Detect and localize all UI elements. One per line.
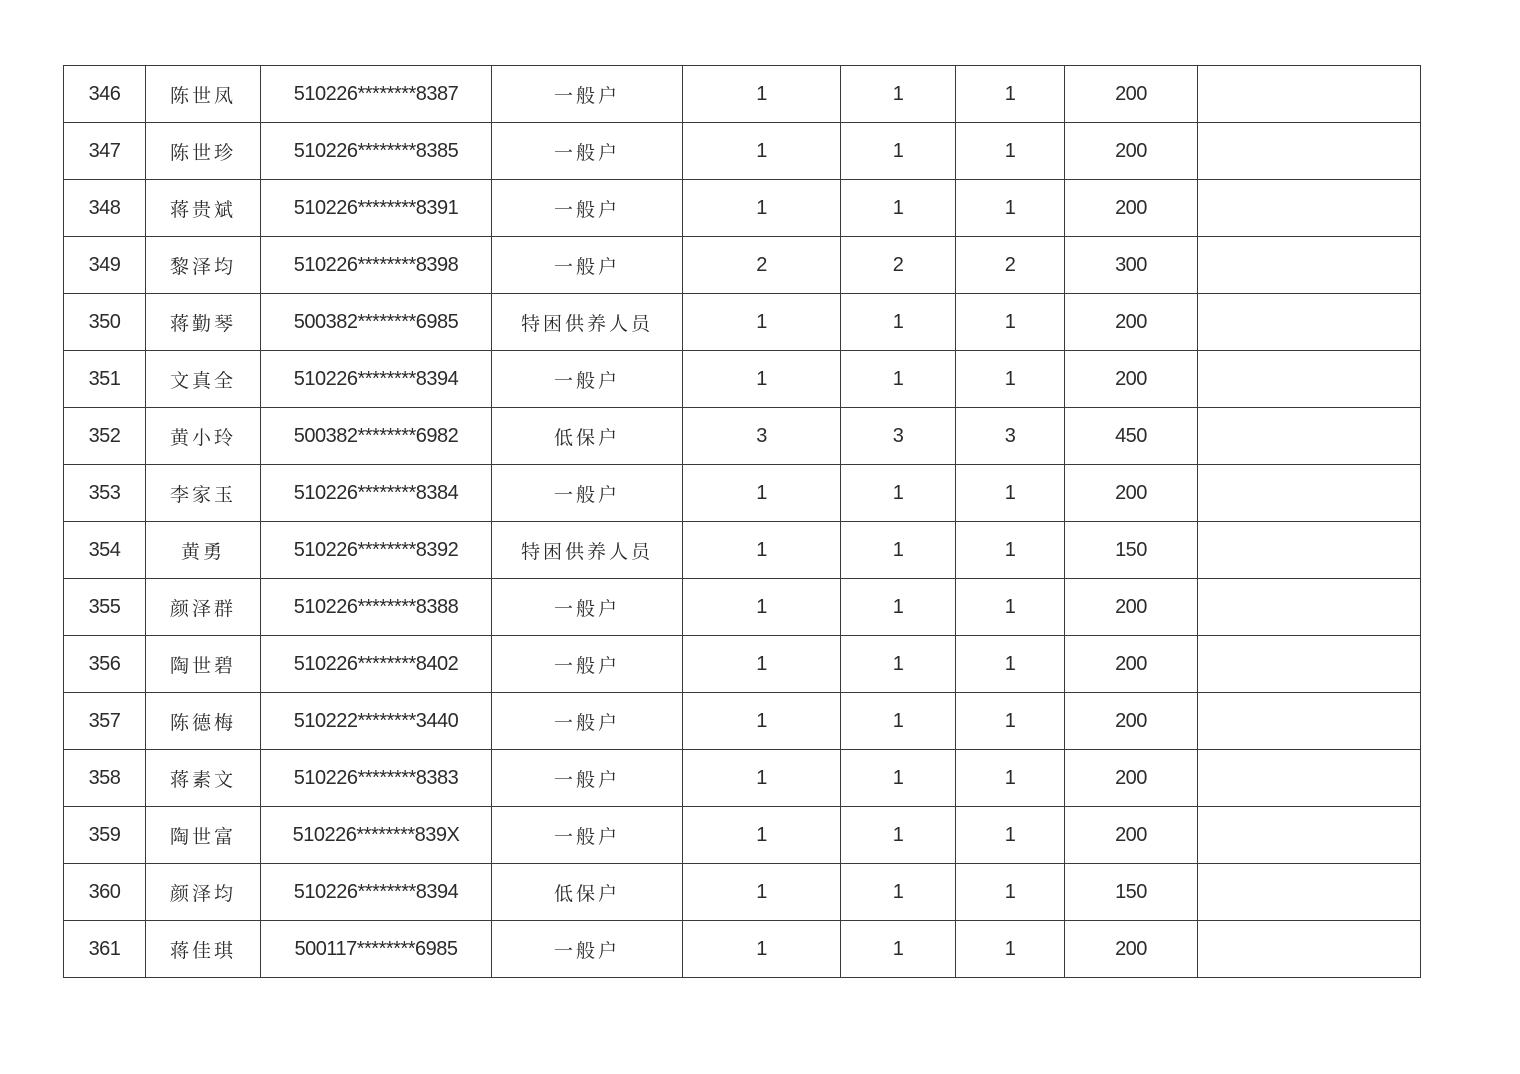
cell-id-number: 510222********3440 (261, 693, 492, 750)
beneficiary-table (63, 65, 1421, 978)
cell-id-number: 500382********6982 (261, 408, 492, 465)
cell-count-3: 1 (956, 123, 1065, 180)
cell-count-2: 1 (841, 750, 956, 807)
cell-name: 蒋勤琴 (146, 294, 261, 351)
cell-amount: 200 (1065, 807, 1198, 864)
cell-name: 蒋素文 (146, 750, 261, 807)
cell-household-category: 特困供养人员 (492, 522, 683, 579)
cell-name: 文真全 (146, 351, 261, 408)
cell-serial-number: 349 (64, 237, 146, 294)
cell-note (1198, 522, 1421, 579)
cell-note (1198, 408, 1421, 465)
cell-note (1198, 123, 1421, 180)
table-row (64, 750, 1421, 807)
cell-serial-number: 361 (64, 921, 146, 978)
cell-count-1: 1 (683, 750, 841, 807)
cell-name: 黄勇 (146, 522, 261, 579)
cell-count-1: 1 (683, 465, 841, 522)
cell-household-category: 一般户 (492, 180, 683, 237)
cell-count-1: 3 (683, 408, 841, 465)
cell-count-2: 1 (841, 807, 956, 864)
cell-amount: 200 (1065, 921, 1198, 978)
cell-count-3: 1 (956, 750, 1065, 807)
cell-count-3: 1 (956, 579, 1065, 636)
cell-amount: 200 (1065, 693, 1198, 750)
cell-count-2: 1 (841, 522, 956, 579)
cell-id-number: 510226********8383 (261, 750, 492, 807)
cell-household-category: 一般户 (492, 123, 683, 180)
cell-id-number: 510226********8394 (261, 864, 492, 921)
cell-count-3: 1 (956, 522, 1065, 579)
cell-amount: 200 (1065, 123, 1198, 180)
cell-serial-number: 351 (64, 351, 146, 408)
cell-household-category: 一般户 (492, 66, 683, 123)
cell-serial-number: 352 (64, 408, 146, 465)
cell-count-2: 2 (841, 237, 956, 294)
cell-note (1198, 750, 1421, 807)
cell-count-1: 1 (683, 123, 841, 180)
cell-count-1: 1 (683, 864, 841, 921)
cell-count-3: 1 (956, 807, 1065, 864)
cell-name: 陶世富 (146, 807, 261, 864)
cell-count-2: 1 (841, 294, 956, 351)
cell-count-2: 1 (841, 864, 956, 921)
cell-serial-number: 353 (64, 465, 146, 522)
cell-amount: 200 (1065, 294, 1198, 351)
cell-count-3: 1 (956, 180, 1065, 237)
table-row (64, 522, 1421, 579)
table-row (64, 237, 1421, 294)
cell-name: 陈德梅 (146, 693, 261, 750)
table-body (64, 66, 1421, 978)
cell-count-3: 1 (956, 693, 1065, 750)
cell-note (1198, 465, 1421, 522)
cell-serial-number: 359 (64, 807, 146, 864)
table-row (64, 921, 1421, 978)
cell-amount: 200 (1065, 636, 1198, 693)
cell-id-number: 510226********8392 (261, 522, 492, 579)
cell-serial-number: 346 (64, 66, 146, 123)
table-row (64, 66, 1421, 123)
table-row (64, 465, 1421, 522)
cell-count-3: 3 (956, 408, 1065, 465)
cell-name: 黎泽均 (146, 237, 261, 294)
cell-note (1198, 351, 1421, 408)
table-row (64, 579, 1421, 636)
cell-name: 蒋佳琪 (146, 921, 261, 978)
cell-count-3: 1 (956, 864, 1065, 921)
cell-note (1198, 636, 1421, 693)
cell-count-2: 1 (841, 636, 956, 693)
cell-count-1: 1 (683, 636, 841, 693)
cell-note (1198, 180, 1421, 237)
cell-count-1: 1 (683, 579, 841, 636)
cell-household-category: 一般户 (492, 351, 683, 408)
cell-count-1: 1 (683, 294, 841, 351)
cell-count-3: 1 (956, 921, 1065, 978)
cell-amount: 200 (1065, 750, 1198, 807)
table-row (64, 864, 1421, 921)
cell-amount: 200 (1065, 465, 1198, 522)
cell-id-number: 510226********8394 (261, 351, 492, 408)
cell-amount: 200 (1065, 579, 1198, 636)
cell-id-number: 510226********8385 (261, 123, 492, 180)
cell-id-number: 510226********8387 (261, 66, 492, 123)
cell-count-1: 1 (683, 693, 841, 750)
cell-note (1198, 579, 1421, 636)
cell-household-category: 一般户 (492, 807, 683, 864)
cell-id-number: 510226********839X (261, 807, 492, 864)
cell-household-category: 一般户 (492, 237, 683, 294)
cell-name: 蒋贵斌 (146, 180, 261, 237)
cell-household-category: 一般户 (492, 636, 683, 693)
cell-serial-number: 355 (64, 579, 146, 636)
cell-amount: 200 (1065, 351, 1198, 408)
cell-serial-number: 347 (64, 123, 146, 180)
cell-count-3: 1 (956, 66, 1065, 123)
cell-count-3: 1 (956, 351, 1065, 408)
cell-amount: 450 (1065, 408, 1198, 465)
cell-count-3: 2 (956, 237, 1065, 294)
cell-id-number: 510226********8402 (261, 636, 492, 693)
cell-name: 颜泽群 (146, 579, 261, 636)
cell-household-category: 一般户 (492, 750, 683, 807)
cell-note (1198, 66, 1421, 123)
cell-household-category: 低保户 (492, 408, 683, 465)
cell-name: 陈世凤 (146, 66, 261, 123)
cell-serial-number: 348 (64, 180, 146, 237)
cell-household-category: 一般户 (492, 921, 683, 978)
cell-name: 黄小玲 (146, 408, 261, 465)
cell-name: 陶世碧 (146, 636, 261, 693)
table-row (64, 693, 1421, 750)
table-row (64, 807, 1421, 864)
table-row (64, 294, 1421, 351)
table-row (64, 180, 1421, 237)
cell-id-number: 500117********6985 (261, 921, 492, 978)
cell-household-category: 一般户 (492, 579, 683, 636)
cell-count-1: 1 (683, 522, 841, 579)
cell-amount: 150 (1065, 522, 1198, 579)
cell-amount: 150 (1065, 864, 1198, 921)
cell-note (1198, 294, 1421, 351)
cell-amount: 300 (1065, 237, 1198, 294)
cell-count-3: 1 (956, 465, 1065, 522)
cell-serial-number: 357 (64, 693, 146, 750)
cell-serial-number: 356 (64, 636, 146, 693)
cell-count-1: 1 (683, 351, 841, 408)
cell-note (1198, 807, 1421, 864)
cell-count-2: 1 (841, 465, 956, 522)
cell-count-2: 1 (841, 579, 956, 636)
cell-count-3: 1 (956, 636, 1065, 693)
cell-count-1: 1 (683, 807, 841, 864)
cell-household-category: 特困供养人员 (492, 294, 683, 351)
cell-id-number: 510226********8391 (261, 180, 492, 237)
cell-household-category: 低保户 (492, 864, 683, 921)
cell-amount: 200 (1065, 66, 1198, 123)
cell-count-2: 1 (841, 180, 956, 237)
cell-serial-number: 354 (64, 522, 146, 579)
table-row (64, 636, 1421, 693)
cell-serial-number: 360 (64, 864, 146, 921)
cell-name: 颜泽均 (146, 864, 261, 921)
cell-count-1: 1 (683, 66, 841, 123)
cell-serial-number: 358 (64, 750, 146, 807)
table-row (64, 408, 1421, 465)
cell-count-3: 1 (956, 294, 1065, 351)
table-row (64, 351, 1421, 408)
cell-note (1198, 693, 1421, 750)
cell-count-2: 1 (841, 123, 956, 180)
table-row (64, 123, 1421, 180)
cell-serial-number: 350 (64, 294, 146, 351)
cell-count-2: 1 (841, 351, 956, 408)
cell-name: 李家玉 (146, 465, 261, 522)
cell-household-category: 一般户 (492, 465, 683, 522)
cell-id-number: 500382********6985 (261, 294, 492, 351)
cell-count-1: 2 (683, 237, 841, 294)
cell-count-1: 1 (683, 921, 841, 978)
cell-note (1198, 921, 1421, 978)
cell-count-2: 1 (841, 693, 956, 750)
cell-id-number: 510226********8388 (261, 579, 492, 636)
cell-note (1198, 237, 1421, 294)
cell-count-1: 1 (683, 180, 841, 237)
cell-name: 陈世珍 (146, 123, 261, 180)
cell-household-category: 一般户 (492, 693, 683, 750)
cell-id-number: 510226********8398 (261, 237, 492, 294)
cell-count-2: 1 (841, 66, 956, 123)
cell-count-2: 1 (841, 921, 956, 978)
cell-id-number: 510226********8384 (261, 465, 492, 522)
cell-note (1198, 864, 1421, 921)
cell-amount: 200 (1065, 180, 1198, 237)
cell-count-2: 3 (841, 408, 956, 465)
